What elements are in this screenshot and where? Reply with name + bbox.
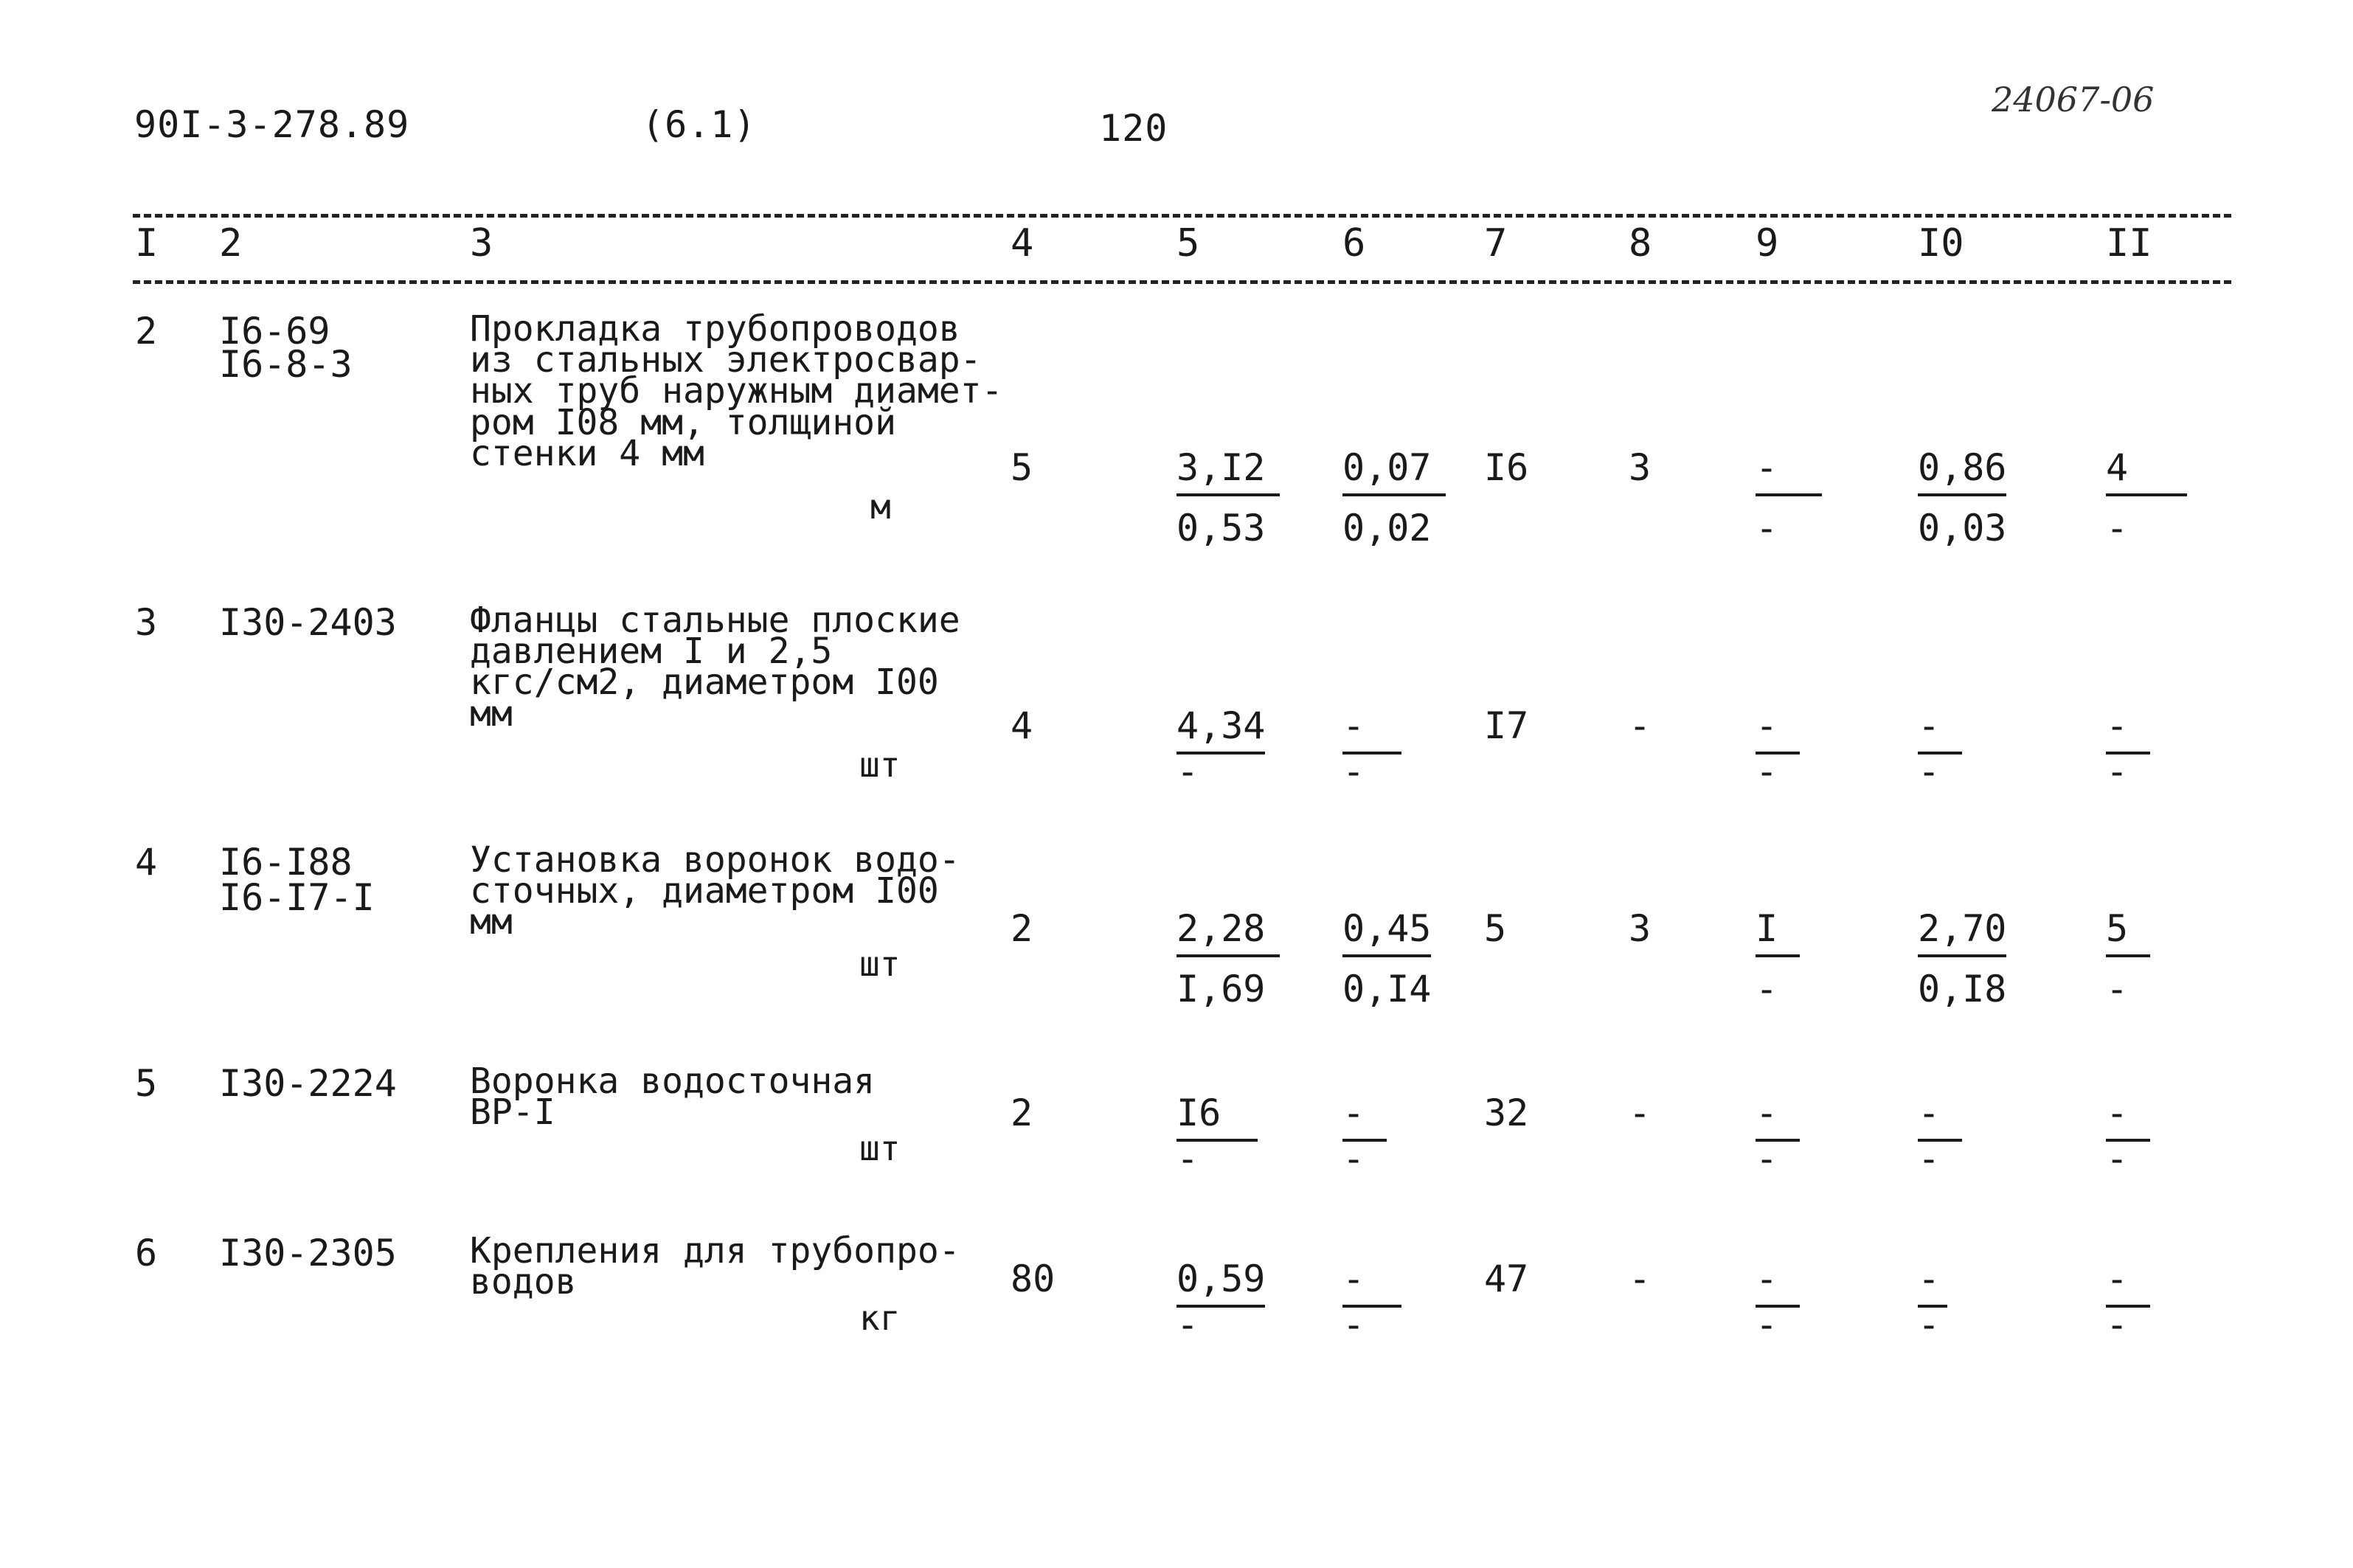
unit-of-measure: м: [870, 487, 891, 527]
unit-of-measure: шт: [859, 1128, 901, 1168]
col9-numerator: -: [1756, 446, 1822, 496]
row-number: 6: [135, 1232, 158, 1274]
col5-numerator: 3,I2: [1176, 446, 1280, 496]
col5-denominator: -: [1176, 1137, 1199, 1180]
col6-numerator: 0,07: [1342, 446, 1446, 496]
norm-code: I30-2305: [219, 1232, 397, 1274]
unit-of-measure: шт: [859, 745, 901, 785]
work-description: Воронка водосточная ВР-I: [470, 1061, 876, 1134]
col5-denominator: -: [1176, 750, 1199, 793]
col10-fraction: [1918, 704, 1962, 793]
col7-value: I6: [1484, 446, 1529, 489]
col11-numerator: -: [2106, 1092, 2150, 1142]
col5-fraction: [1176, 1257, 1265, 1346]
col5-fraction: [1176, 1092, 1258, 1180]
column-header: 6: [1342, 221, 1366, 266]
col5-fraction: [1176, 704, 1265, 793]
col5-denominator: 0,53: [1176, 507, 1266, 549]
col9-fraction: [1756, 446, 1822, 549]
col6-denominator: 0,I4: [1342, 968, 1432, 1010]
col5-denominator: I,69: [1176, 968, 1266, 1010]
col10-fraction: [1918, 446, 2006, 549]
column-header: 9: [1756, 221, 1779, 266]
section-number: (6.1): [642, 103, 757, 146]
col11-denominator: -: [2106, 1137, 2129, 1180]
page-number: 120: [1099, 107, 1168, 150]
col7-value: I7: [1484, 704, 1529, 747]
norm-code: I30-2224: [219, 1062, 397, 1105]
col11-denominator: -: [2106, 1303, 2129, 1346]
col5-fraction: [1176, 446, 1280, 549]
col6-fraction: [1342, 704, 1401, 793]
col9-denominator: -: [1756, 507, 1778, 549]
norm-code: I30-2403: [219, 601, 397, 644]
col8-value: -: [1629, 1092, 1652, 1134]
col6-fraction: [1342, 1092, 1387, 1180]
column-header: 5: [1176, 221, 1200, 266]
column-header: 2: [219, 221, 243, 266]
col11-fraction: [2106, 446, 2187, 549]
col6-fraction: [1342, 907, 1431, 1010]
row-number: 3: [135, 601, 158, 644]
norm-code: I6-I88: [219, 841, 353, 884]
col10-fraction: [1918, 1257, 1947, 1346]
col10-fraction: [1918, 1092, 1962, 1180]
col6-denominator: 0,02: [1342, 507, 1432, 549]
col6-fraction: [1342, 446, 1446, 549]
unit-of-measure: кг: [859, 1298, 901, 1338]
col11-denominator: -: [2106, 750, 2129, 793]
col9-fraction: [1756, 1092, 1800, 1180]
col7-value: 32: [1484, 1092, 1529, 1134]
col9-numerator: I: [1756, 907, 1800, 957]
col9-denominator: -: [1756, 1303, 1778, 1346]
col10-numerator: -: [1918, 1257, 1947, 1308]
col10-denominator: 0,03: [1918, 507, 2007, 549]
col9-denominator: -: [1756, 1137, 1778, 1180]
col8-value: 3: [1629, 907, 1652, 950]
quantity: 2: [1011, 1092, 1033, 1134]
col10-denominator: -: [1918, 750, 1941, 793]
col9-fraction: [1756, 704, 1800, 793]
col9-denominator: -: [1756, 968, 1778, 1010]
col5-denominator: -: [1176, 1303, 1199, 1346]
quantity: 4: [1011, 704, 1033, 747]
col10-denominator: 0,I8: [1918, 968, 2007, 1010]
col6-numerator: -: [1342, 1257, 1401, 1308]
col9-fraction: [1756, 1257, 1800, 1346]
unit-of-measure: шт: [859, 944, 901, 984]
column-header: 8: [1629, 221, 1652, 266]
header-rule-bottom: [133, 280, 2231, 284]
norm-code: I6-69: [219, 310, 330, 353]
col5-fraction: [1176, 907, 1280, 1010]
col5-numerator: 2,28: [1176, 907, 1280, 957]
col9-numerator: -: [1756, 1257, 1800, 1308]
document-code: 90I-3-278.89: [134, 103, 410, 146]
col11-denominator: -: [2106, 968, 2129, 1010]
work-description: Крепления для трубопро- водов: [470, 1230, 960, 1303]
column-header: 7: [1484, 221, 1508, 266]
col10-numerator: -: [1918, 1092, 1962, 1142]
column-header: I0: [1918, 221, 1964, 266]
col6-numerator: 0,45: [1342, 907, 1431, 957]
col10-denominator: -: [1918, 1137, 1941, 1180]
col7-value: 5: [1484, 907, 1507, 950]
col8-value: 3: [1629, 446, 1652, 489]
col11-numerator: 4: [2106, 446, 2187, 496]
row-number: 2: [135, 310, 158, 353]
work-description: Прокладка трубопроводов из стальных электросвар- ных труб наружным диамет- ром I08 мм, толщиной стенки 4 мм: [470, 308, 1003, 474]
col7-value: 47: [1484, 1257, 1529, 1300]
col5-numerator: 0,59: [1176, 1257, 1265, 1308]
col10-fraction: [1918, 907, 2006, 1010]
col9-numerator: -: [1756, 1092, 1800, 1142]
col6-numerator: -: [1342, 1092, 1387, 1142]
col6-denominator: -: [1342, 750, 1365, 793]
norm-code: I6-I7-I: [219, 876, 375, 919]
column-header: I: [135, 221, 159, 266]
col6-fraction: [1342, 1257, 1401, 1346]
quantity: 2: [1011, 907, 1033, 950]
header-rule-top: [133, 214, 2231, 218]
column-header: 3: [470, 221, 493, 266]
col11-fraction: [2106, 1257, 2150, 1346]
col10-numerator: 2,70: [1918, 907, 2006, 957]
norm-code: I6-8-3: [219, 343, 353, 386]
col11-numerator: -: [2106, 1257, 2150, 1308]
col6-numerator: -: [1342, 704, 1401, 754]
col10-denominator: -: [1918, 1303, 1941, 1346]
col9-numerator: -: [1756, 704, 1800, 754]
col9-denominator: -: [1756, 750, 1778, 793]
col11-numerator: -: [2106, 704, 2150, 754]
col8-value: -: [1629, 704, 1652, 747]
col6-denominator: -: [1342, 1137, 1365, 1180]
col11-fraction: [2106, 704, 2150, 793]
archive-stamp: 24067-06: [1992, 80, 2155, 119]
col5-numerator: 4,34: [1176, 704, 1265, 754]
work-description: Фланцы стальные плоские давлением I и 2,5 кгс/см2, диаметром I00 мм: [470, 600, 960, 735]
col8-value: -: [1629, 1257, 1652, 1300]
column-header: 4: [1011, 221, 1034, 266]
col5-numerator: I6: [1176, 1092, 1258, 1142]
col11-fraction: [2106, 1092, 2150, 1180]
column-header: II: [2106, 221, 2152, 266]
col6-denominator: -: [1342, 1303, 1365, 1346]
col11-fraction: [2106, 907, 2150, 1010]
row-number: 5: [135, 1062, 158, 1105]
work-description: Установка воронок водо- сточных, диаметром I00 мм: [470, 839, 960, 943]
quantity: 5: [1011, 446, 1033, 489]
row-number: 4: [135, 841, 158, 884]
col11-denominator: -: [2106, 507, 2129, 549]
col9-fraction: [1756, 907, 1800, 1010]
col11-numerator: 5: [2106, 907, 2150, 957]
col10-numerator: -: [1918, 704, 1962, 754]
col10-numerator: 0,86: [1918, 446, 2006, 496]
quantity: 80: [1011, 1257, 1056, 1300]
